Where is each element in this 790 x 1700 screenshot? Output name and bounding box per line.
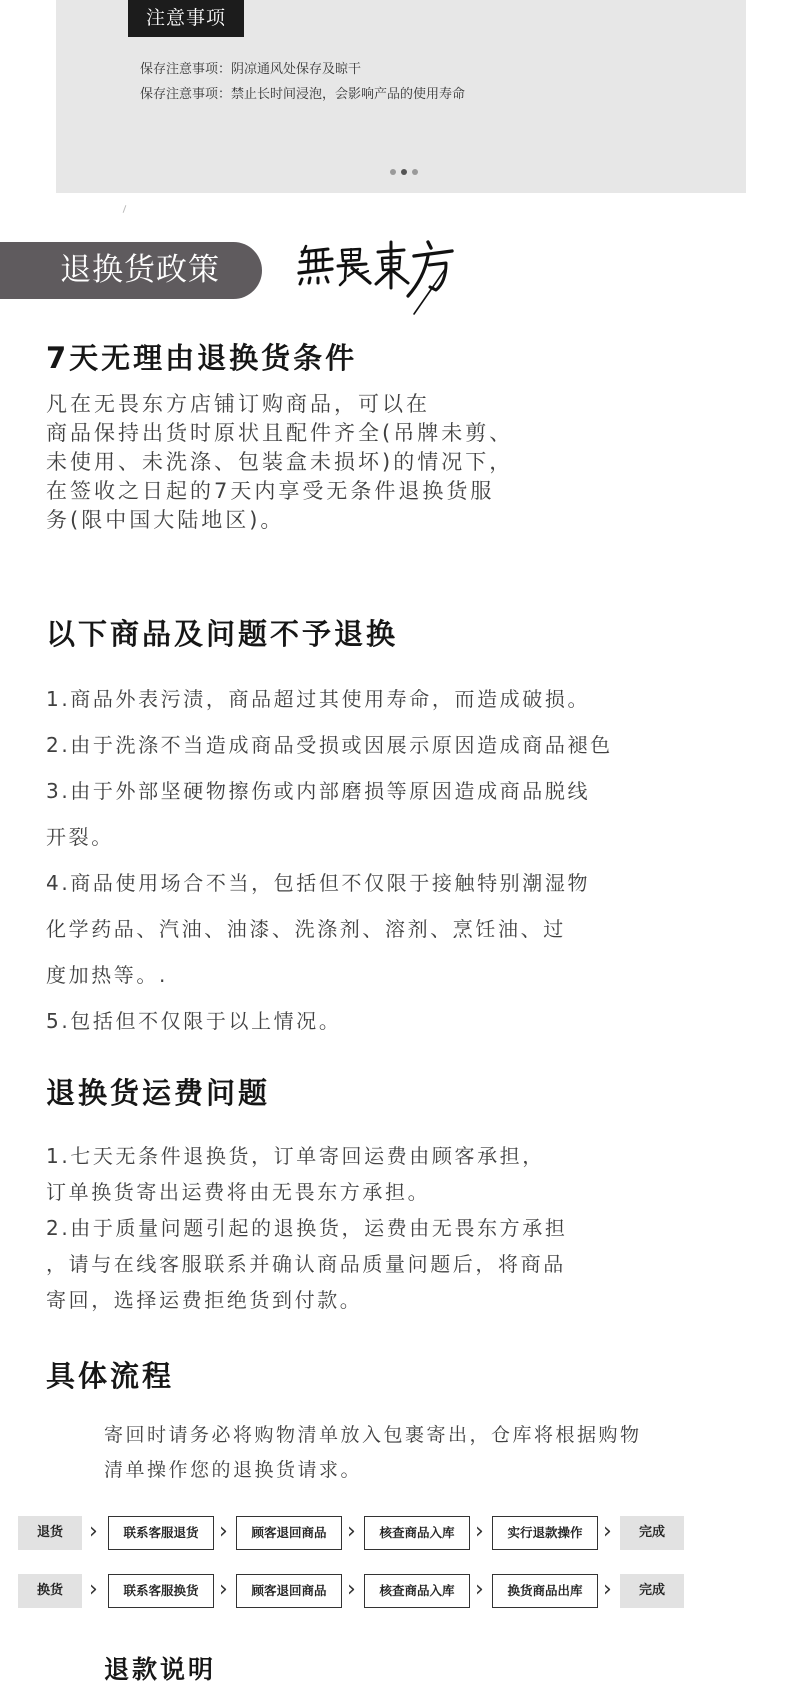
- text-line: 未使用、未洗涤、包装盒未损坏)的情况下，: [46, 450, 514, 474]
- text-line: 4.商品使用场合不当，包括但不仅限于接触特别潮湿物: [46, 871, 591, 895]
- chevron-right-icon: ›: [89, 1577, 98, 1602]
- section-heading-exclusions: 以下商品及问题不予退换: [46, 617, 399, 651]
- brand-logo-calligraphy: [296, 238, 476, 318]
- flow-end: 完成: [620, 1516, 684, 1550]
- text-line: 寄回时请务必将购物清单放入包裹寄出，仓库将根据购物: [104, 1424, 642, 1446]
- section-heading-shipping: 退换货运费问题: [46, 1076, 271, 1110]
- carousel-dot[interactable]: [412, 169, 418, 175]
- flow-step: 联系客服退货: [108, 1516, 214, 1550]
- flow-end: 完成: [620, 1574, 684, 1608]
- text-line: 务(限中国大陆地区)。: [46, 508, 285, 532]
- section-heading-process: 具体流程: [46, 1359, 175, 1393]
- text-line: 5.包括但不仅限于以上情况。: [46, 1009, 342, 1033]
- text-line: 清单操作您的退换货请求。: [104, 1459, 363, 1481]
- text-line: 开裂。: [46, 825, 114, 849]
- flow-step: 联系客服换货: [108, 1574, 214, 1608]
- chevron-right-icon: ›: [603, 1519, 612, 1544]
- carousel-dots[interactable]: [390, 169, 418, 175]
- section-exclusions-body: [46, 676, 613, 1044]
- notice-tab: 注意事项: [128, 0, 244, 37]
- decorative-tick: [123, 205, 127, 213]
- section-7day-body: [46, 390, 513, 535]
- text-line: 3.由于外部坚硬物擦伤或内部磨损等原因造成商品脱线: [46, 779, 591, 803]
- notice-line-2: 保存注意事项：禁止长时间浸泡，会影响产品的使用寿命: [140, 87, 466, 102]
- chevron-right-icon: ›: [475, 1519, 484, 1544]
- chevron-right-icon: ›: [219, 1577, 228, 1602]
- flow-row-return: [18, 1516, 678, 1550]
- notice-line-1: 保存注意事项：阴凉通风处保存及晾干: [140, 62, 362, 77]
- brand-logo: [296, 238, 476, 322]
- flow-step: 核查商品入库: [364, 1574, 470, 1608]
- carousel-dot[interactable]: [390, 169, 396, 175]
- text-line: 寄回，选择运费拒绝货到付款。: [46, 1288, 363, 1312]
- flow-row-exchange: [18, 1574, 678, 1608]
- flow-step: 顾客退回商品: [236, 1516, 342, 1550]
- section-shipping-body: [46, 1138, 567, 1318]
- text-line: 2.由于质量问题引起的退换货，运费由无畏东方承担: [46, 1216, 568, 1240]
- flow-step: 核查商品入库: [364, 1516, 470, 1550]
- chevron-right-icon: ›: [603, 1577, 612, 1602]
- text-line: 1.商品外表污渍，商品超过其使用寿命，而造成破损。: [46, 687, 591, 711]
- text-line: ，请与在线客服联系并确认商品质量问题后，将商品: [46, 1252, 566, 1276]
- text-line: 凡在无畏东方店铺订购商品，可以在: [46, 392, 430, 416]
- text-line: 度加热等。.: [46, 963, 168, 987]
- text-line: 1.七天无条件退换货，订单寄回运费由顾客承担，: [46, 1144, 545, 1168]
- policy-banner: 退换货政策: [0, 242, 262, 299]
- section-heading-refund: 退款说明: [104, 1655, 217, 1684]
- text-line: 化学药品、汽油、油漆、洗涤剂、溶剂、烹饪油、过: [46, 917, 566, 941]
- flow-step: 实行退款操作: [492, 1516, 598, 1550]
- chevron-right-icon: ›: [347, 1519, 356, 1544]
- flow-step: 换货商品出库: [492, 1574, 598, 1608]
- flow-step: 顾客退回商品: [236, 1574, 342, 1608]
- text-line: 2.由于洗涤不当造成商品受损或因展示原因造成商品褪色: [46, 733, 613, 757]
- chevron-right-icon: ›: [89, 1519, 98, 1544]
- chevron-right-icon: ›: [219, 1519, 228, 1544]
- text-line: 商品保持出货时原状且配件齐全(吊牌未剪、: [46, 421, 514, 445]
- carousel-dot-active[interactable]: [401, 169, 407, 175]
- section-process-body: [104, 1418, 642, 1488]
- text-line: 在签收之日起的7天内享受无条件退换货服: [46, 479, 495, 503]
- section-heading-7day: 7天无理由退换货条件: [46, 341, 358, 375]
- flow-label: 退货: [18, 1516, 82, 1550]
- chevron-right-icon: ›: [347, 1577, 356, 1602]
- flow-label: 换货: [18, 1574, 82, 1608]
- chevron-right-icon: ›: [475, 1577, 484, 1602]
- text-line: 订单换货寄出运费将由无畏东方承担。: [46, 1180, 431, 1204]
